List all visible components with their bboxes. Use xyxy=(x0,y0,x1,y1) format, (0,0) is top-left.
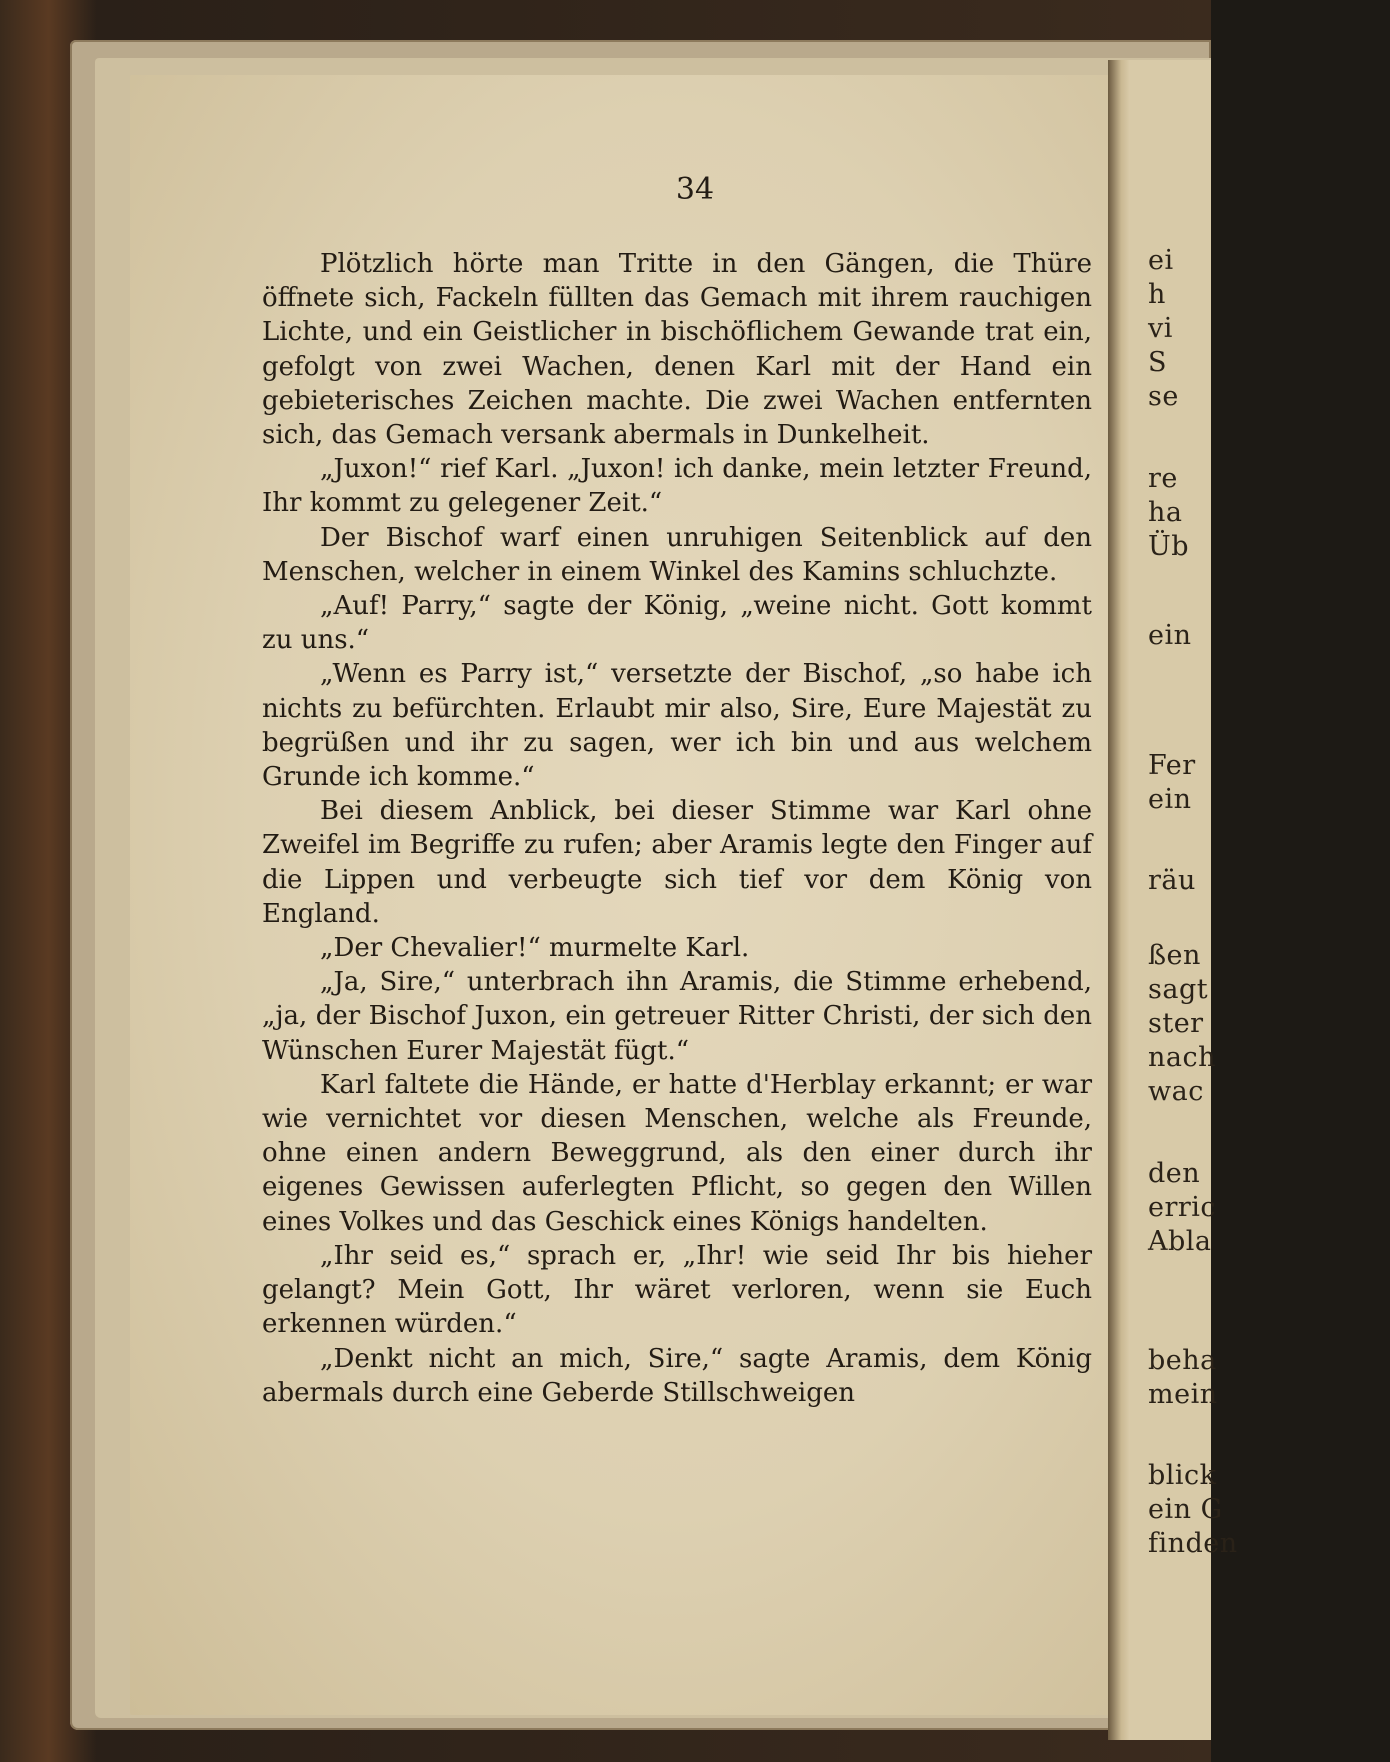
facing-page-fragment: S xyxy=(1148,347,1167,378)
paragraph: Plötzlich hörte man Tritte in den Gängen, die Thüre öffnete sich, Fackeln füllten das Gemach mit ihrem rauchigen Lichte, und ein Geistlicher in bischöflichem Gewande trat ein, gefolgt von zwei Wachen, denen Karl mit der Hand ein gebieterisches Zeichen machte. Die zwei Wachen entfernten sich, das Gemach versank abermals in Dunkelheit. xyxy=(262,249,1092,451)
paragraph: „Wenn es Parry ist,“ versetzte der Bischof, „so habe ich nichts zu befürchten. Erlaubt mir also, Sire, Eure Majestät zu begrüßen und ihr zu sagen, wer ich bin und aus welchem Grunde ich komme.“ xyxy=(262,659,1092,793)
paragraph: Bei diesem Anblick, bei dieser Stimme war Karl ohne Zweifel im Begriffe zu rufen; aber Aramis legte den Finger auf die Lippen und verbeugte sich tief vor dem König von England. xyxy=(262,796,1092,929)
paragraph: Karl faltete die Hände, er hatte d'Herblay erkannt; er war wie vernichtet vor diesen Menschen, welche als Freunde, ohne einen andern Beweggrund, als den einer durch ihr eigenes Gewissen auferlegten Pflicht, so gegen den Willen eines Volkes und das Geschick eines Königs handelten. xyxy=(262,1069,1092,1237)
facing-page-fragment: ei xyxy=(1148,245,1174,276)
paragraph: „Denkt nicht an mich, Sire,“ sagte Aramis, dem König abermals durch eine Geberde Stillschweigen xyxy=(262,1343,1092,1408)
facing-page-fragment: mein xyxy=(1148,1379,1218,1410)
page-text xyxy=(262,247,1092,1410)
facing-page-fragment: se xyxy=(1148,381,1179,412)
facing-page-fragment: ein xyxy=(1148,620,1192,651)
facing-page-fragment: vi xyxy=(1148,313,1173,344)
facing-page-fragment: wac xyxy=(1148,1076,1204,1107)
facing-page-fragment: blick xyxy=(1148,1460,1217,1491)
paragraph: „Auf! Parry,“ sagte der König, „weine nicht. Gott kommt zu uns.“ xyxy=(262,591,1092,656)
paragraph: „Ja, Sire,“ unterbrach ihn Aramis, die Stimme erhebend, „ja, der Bischof Juxon, ein getreuer Ritter Christi, der sich den Wünschen Eurer Majestät fügt.“ xyxy=(262,967,1092,1066)
paragraph: Der Bischof warf einen unruhigen Seitenblick auf den Menschen, welcher in einem Winkel des Kamins schluchzte. xyxy=(262,522,1092,587)
paragraph: „Ihr seid es,“ sprach er, „Ihr! wie seid Ihr bis hieher gelangt? Mein Gott, Ihr wäret verloren, wenn sie Euch erkennen würden.“ xyxy=(262,1240,1092,1340)
facing-page-fragment: ein xyxy=(1148,784,1192,815)
facing-page-fragment: räu xyxy=(1148,865,1196,896)
page-number: 34 xyxy=(675,172,715,207)
facing-page-fragment: ßen xyxy=(1148,940,1201,971)
facing-page-fragment: Üb xyxy=(1148,531,1190,562)
facing-page-fragment: h xyxy=(1148,279,1166,310)
facing-page-fragment: ein G xyxy=(1148,1494,1223,1525)
book-gutter xyxy=(1108,60,1130,1740)
facing-page-fragment: sagt xyxy=(1148,974,1209,1005)
facing-page-fragment: Abla xyxy=(1148,1226,1212,1257)
facing-page-fragment: ha xyxy=(1148,497,1183,528)
facing-page-fragment: nach xyxy=(1148,1042,1216,1073)
facing-page-fragment: finden xyxy=(1148,1528,1238,1559)
facing-page-fragment: Fer xyxy=(1148,750,1196,781)
facing-page-fragment: erric xyxy=(1148,1192,1217,1223)
paragraph: „Der Chevalier!“ murmelte Karl. xyxy=(320,933,750,964)
facing-page-fragment: re xyxy=(1148,463,1178,494)
facing-page-fragment: beha xyxy=(1148,1345,1217,1376)
facing-page-fragment: ster xyxy=(1148,1008,1204,1039)
facing-page-edge xyxy=(1130,60,1238,1740)
facing-page-fragment: den xyxy=(1148,1158,1201,1189)
paragraph: „Juxon!“ rief Karl. „Juxon! ich danke, mein letzter Freund, Ihr kommt zu gelegener Zeit.“ xyxy=(262,454,1092,519)
